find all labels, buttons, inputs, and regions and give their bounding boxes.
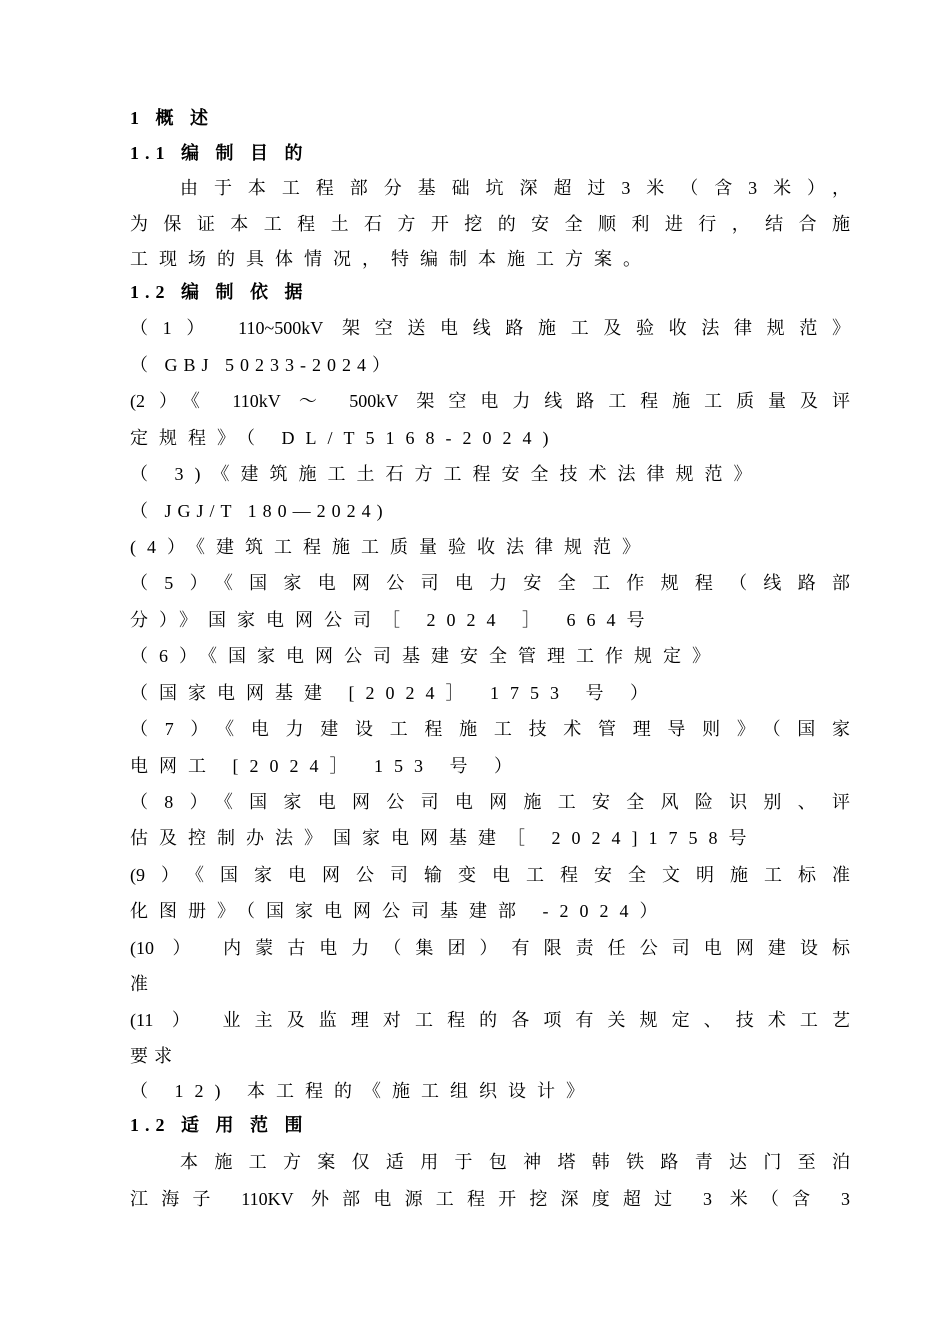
basis-line: 化图册》（国家电网公司基建部 -2024） [130,901,669,921]
basis-line: （8）《国家电网公司电网施工安全风险识别、评 [130,792,850,812]
section-1-1-title: 1.1 编 制 目 的 [130,143,309,163]
basis-line: (2）《 110kV ～ 500kV 架空电力线路工程施工质量及评 [130,391,850,411]
basis-line: （5）《国家电网公司电力安全工作规程（线路部 [130,573,850,593]
basis-line: 电网工 [2024］ 153 号 ） [130,756,523,776]
scope-line-2: 江海子 110KV 外部电源工程开挖深度超过 3 米（含 3 [130,1189,850,1209]
purpose-line-1: 由于本工程部分基础坑深超过3米（含3米）， [180,178,850,198]
basis-line: （7）《电力建设工程施工技术管理导则》（国家 [130,719,850,739]
section-1-3-title: 1.2 适 用 范 围 [130,1115,309,1135]
scope-line-1: 本施工方案仅适用于包神塔韩铁路青达门至泊 [180,1152,850,1172]
basis-line: (9）《国家电网公司输变电工程安全文明施工标准 [130,865,850,885]
purpose-line-3: 工现场的具体情况，特编制本施工方案。 [130,249,652,269]
basis-line: （ GBJ 50233-2024） [130,355,397,375]
basis-line: 估及控制办法》国家电网基建［ 2024]1758号 [130,828,758,848]
purpose-line-2: 为保证本工程土石方开挖的安全顺利进行，结合施 [130,214,850,234]
basis-line: （ 3)《建筑施工土石方工程安全技术法律规范》 [130,464,763,484]
basis-line: （ 12) 本工程的《施工组织设计》 [130,1081,595,1101]
heading-1: 1 概 述 [130,108,214,128]
basis-line: （1） 110~500kV 架空送电线路施工及验收法律规范》 [130,318,850,338]
section-1-2-title: 1.2 编 制 依 据 [130,282,309,302]
basis-line: (4）《建筑工程施工质量验收法律规范》 [130,537,651,557]
basis-line: (10 ） 内蒙古电力（集团）有限责任公司电网建设标 [130,938,850,958]
basis-line: （国家电网基建 [2024］ 1753 号 ） [130,683,659,703]
basis-line: （6）《国家电网公司基建安全管理工作规定》 [130,646,721,666]
basis-line: 准 [130,974,148,994]
basis-line: (11 ） 业主及监理对工程的各项有关规定、技术工艺 [130,1010,850,1030]
basis-line: 分）》国家电网公司［ 2024 ］ 664号 [130,610,656,630]
basis-line: 定规程》（ DL/T5168-2024) [130,428,560,448]
basis-line: （ JGJ/T 180—2024) [130,501,389,521]
basis-line: 要求 [130,1046,178,1066]
